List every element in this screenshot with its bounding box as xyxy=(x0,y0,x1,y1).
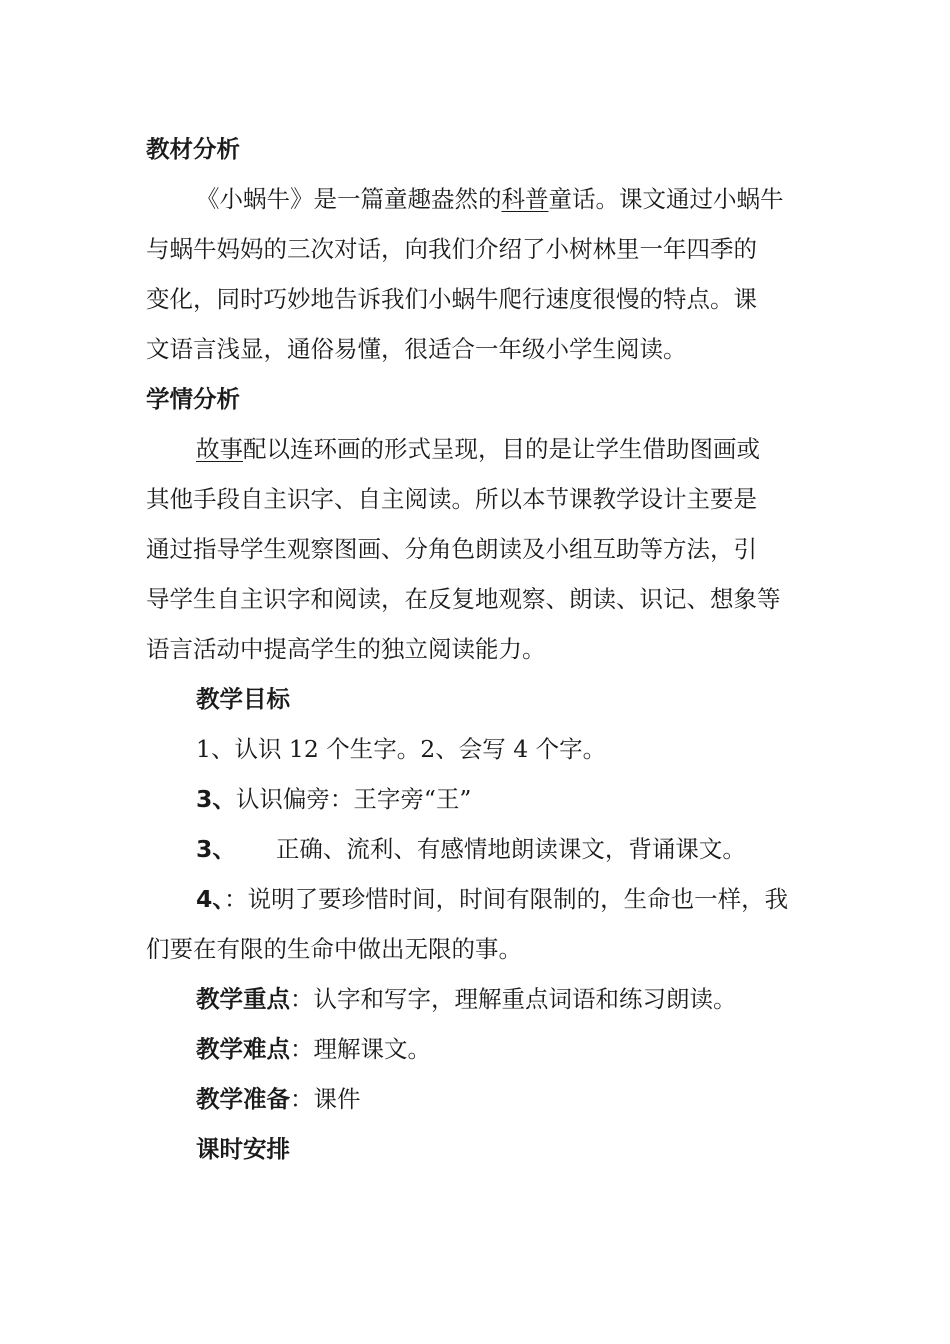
goal-4-text: ：说明了要珍惜时间，时间有限制的，生命也一样，我 xyxy=(224,885,789,913)
heading-material-analysis: 教材分析 xyxy=(146,135,240,163)
material-paragraph-line-4: 文语言浅显，通俗易懂，很适合一年级小学生阅读。 xyxy=(146,335,687,363)
key-points-text: ：认字和写字，理解重点词语和练习朗读。 xyxy=(290,985,737,1013)
key-points-label: 教学重点 xyxy=(196,985,290,1013)
goal-4 xyxy=(146,874,814,924)
goal-3-number: 3、 xyxy=(196,835,236,863)
heading-schedule: 课时安排 xyxy=(196,1135,290,1163)
student-paragraph-line-3: 通过指导学生观察图画、分角色朗读及小组互助等方法，引 xyxy=(146,535,757,563)
difficulties-label: 教学难点 xyxy=(196,1035,290,1063)
difficulties-text: ：理解课文。 xyxy=(290,1035,431,1063)
heading-teaching-goals: 教学目标 xyxy=(196,685,290,713)
heading-student-analysis: 学情分析 xyxy=(146,385,240,413)
preparation-text: ：课件 xyxy=(290,1085,361,1113)
student-paragraph-line-5: 语言活动中提高学生的独立阅读能力。 xyxy=(146,635,546,663)
key-points xyxy=(146,974,814,1024)
goal-2-number: 3、 xyxy=(196,785,236,813)
difficulties xyxy=(146,1024,814,1074)
goal-4-continued: 们要在有限的生命中做出无限的事。 xyxy=(146,935,522,963)
student-paragraph-line-2: 其他手段自主识字、自主阅读。所以本节课教学设计主要是 xyxy=(146,485,757,513)
link-science[interactable]: 科普 xyxy=(501,185,549,213)
material-paragraph-line-1 xyxy=(146,174,814,224)
material-text: 《小蜗牛》是一篇童趣盎然的 xyxy=(196,185,502,213)
goal-3-text: 正确、流利、有感情地朗读课文，背诵课文。 xyxy=(275,835,746,863)
link-story[interactable]: 故事 xyxy=(196,435,243,463)
goal-3 xyxy=(146,824,814,874)
material-paragraph-line-2: 与蜗牛妈妈的三次对话，向我们介绍了小树林里一年四季的 xyxy=(146,235,757,263)
student-paragraph-line-4: 导学生自主识字和阅读，在反复地观察、朗读、识记、想象等 xyxy=(146,585,781,613)
material-text: 童话。课文通过小蜗牛 xyxy=(548,185,784,213)
goal-4-number: 4、 xyxy=(196,885,225,913)
goal-2-text: 认识偏旁：王字旁“王” xyxy=(235,785,472,813)
student-paragraph-line-1 xyxy=(146,424,814,474)
material-paragraph-line-3: 变化，同时巧妙地告诉我们小蜗牛爬行速度很慢的特点。课 xyxy=(146,285,757,313)
goal-1: 1、认识 12 个生字。2、会写 4 个字。 xyxy=(196,735,607,763)
preparation xyxy=(146,1074,814,1124)
document-body xyxy=(146,124,814,1174)
student-text: 配以连环画的形式呈现，目的是让学生借助图画或 xyxy=(243,435,760,463)
preparation-label: 教学准备 xyxy=(196,1085,290,1113)
goal-2 xyxy=(146,774,814,824)
